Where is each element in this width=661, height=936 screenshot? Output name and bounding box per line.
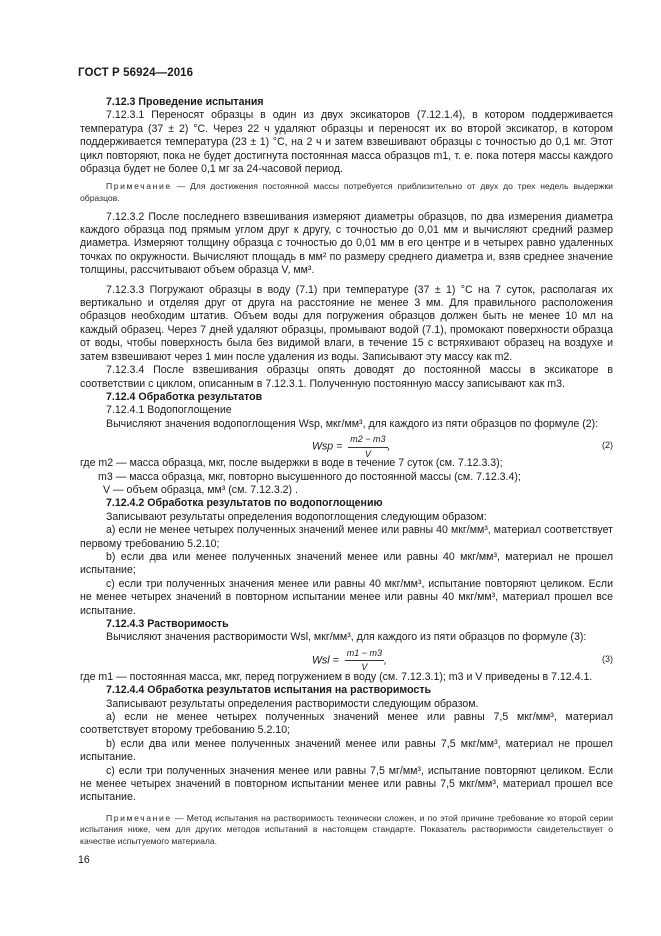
paragraph-7-12-4-1: Вычисляют значения водопоглощения Wsp, мкг/мм³, для каждого из пяти образцов по формуле (2): [106, 417, 599, 430]
formula-3-lhs: Wsl = [312, 654, 339, 667]
formula-2-fraction [348, 433, 387, 461]
note-2-text: — Метод испытания на растворимость технически сложен, и по этой причине требование ко второй серии испытания ниже, чем для других методов испытаний в настоящем стандарте. Показатель растворимости свидетельствует о качестве испытуемого материала. [80, 812, 613, 847]
section-7-12-4-title: 7.12.4 Обработка результатов [106, 390, 263, 403]
formula-2-numerator: m2 − m3 [348, 433, 387, 447]
formula-2-denominator: V [364, 448, 371, 459]
note-1 [80, 181, 613, 204]
note-2 [80, 813, 613, 848]
formula-2-tail: , [387, 440, 391, 453]
formula-2-number: (2) [602, 440, 613, 451]
section-7-12-4-4-title: 7.12.4.4 Обработка результатов испытания на растворимость [106, 684, 432, 697]
section-7-12-3-title: 7.12.3 Проведение испытания [106, 96, 264, 108]
formula-3-numerator: m1 − m3 [345, 647, 384, 661]
formula-3-fraction [345, 647, 384, 675]
page-number: 16 [78, 854, 90, 866]
section-7-12-4-2-title: 7.12.4.2 Обработка результатов по водопоглощению [106, 497, 383, 510]
formula-3-denominator: V [361, 662, 368, 673]
section-7-12-4-1-title: 7.12.4.1 Водопоглощение [106, 404, 232, 417]
section-7-12-4-3-title: 7.12.4.3 Растворимость [106, 618, 229, 630]
where-3: где m1 — постоянная масса, мкг, перед погружением в воду (см. 7.12.3.1); m3 и V приведены в 7.12.4.1. [80, 670, 593, 683]
formula-3-number: (3) [602, 653, 613, 664]
paragraph-7-12-4-2-b: b) если два или менее полученных значений менее или равны 40 мкг/мм³, материал не прошел испытание; [80, 550, 613, 577]
formula-2-lhs: Wsp = [312, 440, 343, 453]
formula-2 [80, 431, 613, 457]
paragraph-7-12-4-4-a: а) если не менее четырех полученных значений менее или равны 7,5 мкг/мм³, материал соответствует второму требованию 5.2.10; [80, 711, 613, 737]
paragraph-7-12-3-3: 7.12.3.3 Погружают образцы в воду (7.1) при температуре (37 ± 1) °С на 7 суток, располагая их вертикально и отделяя друг от друга на расстояние не менее 3 мм. Для правильного расположения образцов необходим штатив. Объем воды для погружения образцов должен быть не менее 10 мл на каждый образец. Через 7 дней удаляют образцы, промывают водой (7.1), промокают поверхности образца от воды, чтобы поверхность была без видимой влаги, в течение 15 с встряхивают образец на воздухе и затем взвешивают через 1 мин после удаления из воды. Записывают эту массу как m2. [80, 283, 613, 363]
paragraph-7-12-4-2: Записывают результаты определения водопоглощения следующим образом: [106, 510, 487, 523]
paragraph-7-12-4-4-c: c) если три полученных значения менее или равны 7,5 мг/мм³, испытание повторяют целиком. Если не менее четырех значений в повторном испытании менее или равны 7,5 мкг/мм³, материал прошел все испытание. [80, 764, 613, 804]
formula-3 [80, 645, 613, 671]
note-1-label: Примечание [106, 181, 172, 192]
paragraph-7-12-4-2-c: c) если три полученных значения менее или равны 40 мкг/мм³, испытание повторяют целиком. Если не менее четырех значений в повторном испытании менее или равны 40 мкг/мм³, материал прошел все испытание. [80, 577, 613, 617]
where-2-line-2: m3 — масса образца, мкг, повторно высушенного до постоянной массы (см. 7.12.3.4); [98, 470, 521, 483]
where-2-line-1: где m2 — масса образца, мкг, после выдержки в воде в течение 7 суток (см. 7.12.3.3); [80, 457, 503, 470]
note-2-label: Примечание [106, 812, 172, 823]
paragraph-7-12-3-2: 7.12.3.2 После последнего взвешивания измеряют диаметры образцов, по два измерения диаметра каждого образца под прямым углом друг к другу, с точностью до 0,01 мм и вычисляют средний размер диаметра. Измеряют толщину образца с точностью до 0,01 мм в его центре и в четырех равно удаленных точках по окружности. Вычисляют площадь в мм² по размеру среднего диаметра и, взяв среднее значение толщины, рассчитывают объем образца V, мм³. [80, 210, 613, 277]
formula-3-tail: , [384, 654, 387, 667]
document-header: ГОСТ Р 56924—2016 [78, 67, 194, 79]
where-2-line-3: V — объем образца, мм³ (см. 7.12.3.2) . [103, 483, 298, 496]
paragraph-7-12-4-3: Вычисляют значения растворимости Wsl, мкг/мм³, для каждого из пяти образцов по формуле (3): [106, 631, 587, 644]
paragraph-7-12-3-1: 7.12.3.1 Переносят образцы в один из двух эксикаторов (7.12.1.4), в котором поддерживается температура (37 ± 2) °С. Через 22 ч удаляют образцы и переносят их во второй эксикатор, в котором поддерживается температура (23 ± 1) °С, на 2 ч и затем взвешивают образцы с точностью до 0,1 мг. Этот цикл повторяют, пока не будет достигнута постоянная масса образцов m1, т. е. пока потеря массы каждого образца будет не более 0,1 мг за 24-часовой период. [80, 109, 613, 176]
paragraph-7-12-3-4: 7.12.3.4 После взвешивания образцы опять доводят до постоянной массы в эксикаторе в соответствии с циклом, описанным в 7.12.3.1. Полученную постоянную массу записывают как m3. [80, 364, 613, 390]
paragraph-7-12-4-4: Записывают результаты определения растворимости следующим образом. [106, 697, 479, 710]
paragraph-7-12-4-2-a: а) если не менее четырех полученных значений менее или равны 40 мкг/мм³, материал соответствует первому требованию 5.2.10; [80, 524, 613, 550]
paragraph-7-12-4-4-b: b) если два или менее полученных значений менее или равны 7,5 мкг/мм³, материал не прошел испытание. [80, 737, 613, 764]
document-body [80, 96, 613, 854]
note-1-text: — Для достижения постоянной массы потребуется приблизительно от двух до трех недель выдержки образцов. [80, 181, 613, 204]
